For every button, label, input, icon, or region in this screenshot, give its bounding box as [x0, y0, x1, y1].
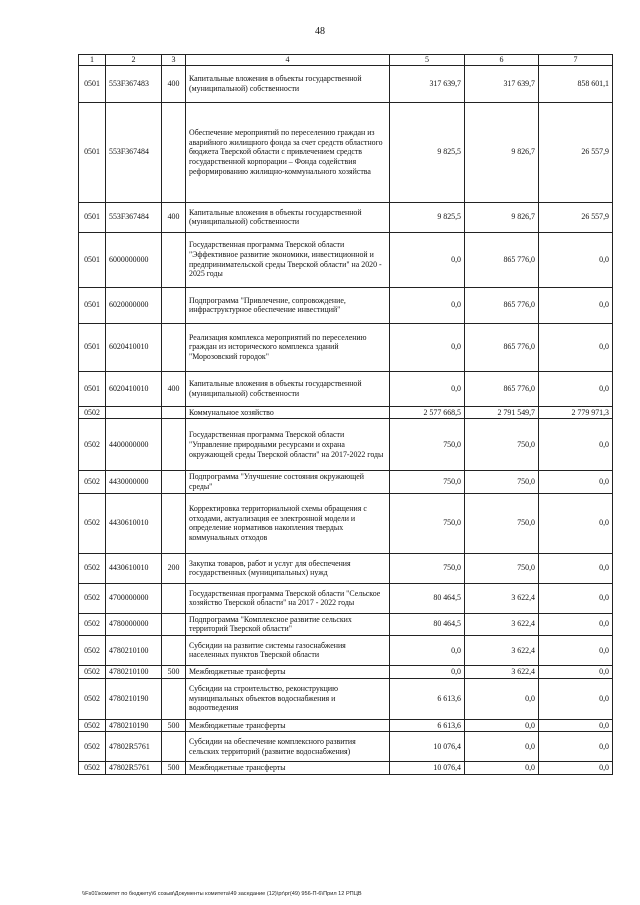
- target-code-cell: 47802R5761: [106, 732, 162, 762]
- table-row: [79, 202, 613, 232]
- amount-col7-cell: 0,0: [539, 665, 613, 678]
- section-code-cell: 0502: [79, 583, 106, 613]
- target-code-cell: 4780210100: [106, 665, 162, 678]
- item-name-cell: Подпрограмма "Привлечение, сопровождение, инфраструктурное обеспечение инвестиций": [186, 287, 390, 323]
- target-code-cell: 4400000000: [106, 419, 162, 471]
- section-code-cell: 0501: [79, 232, 106, 287]
- amount-col6-cell: 0,0: [465, 762, 539, 775]
- table-row: [79, 613, 613, 635]
- amount-col7-cell: 0,0: [539, 732, 613, 762]
- item-name-cell: Государственная программа Тверской области "Сельское хозяйство Тверской области" на 2017 - 2022 годы: [186, 583, 390, 613]
- column-header-5: 5: [390, 55, 465, 66]
- amount-col5-cell: 0,0: [390, 323, 465, 371]
- amount-col7-cell: 0,0: [539, 419, 613, 471]
- amount-col6-cell: 2 791 549,7: [465, 406, 539, 419]
- section-code-cell: 0502: [79, 419, 106, 471]
- item-name-cell: Капитальные вложения в объекты государственной (муниципальной) собственности: [186, 371, 390, 406]
- budget-table: [78, 54, 613, 775]
- table-row: [79, 762, 613, 775]
- amount-col6-cell: 750,0: [465, 553, 539, 583]
- amount-col6-cell: 865 776,0: [465, 287, 539, 323]
- amount-col5-cell: 750,0: [390, 553, 465, 583]
- item-name-cell: Субсидии на обеспечение комплексного развития сельских территорий (развитие водоснабжения): [186, 732, 390, 762]
- item-name-cell: Государственная программа Тверской области "Управление природными ресурсами и охрана окружающей среды Тверской области" на 2017-2022 годы: [186, 419, 390, 471]
- section-code-cell: 0501: [79, 102, 106, 202]
- table-row: [79, 419, 613, 471]
- section-code-cell: 0502: [79, 678, 106, 719]
- expense-type-cell: 400: [162, 65, 186, 102]
- expense-type-cell: 200: [162, 553, 186, 583]
- item-name-cell: Межбюджетные трансферты: [186, 762, 390, 775]
- amount-col5-cell: 80 464,5: [390, 583, 465, 613]
- expense-type-cell: [162, 232, 186, 287]
- amount-col5-cell: 80 464,5: [390, 613, 465, 635]
- target-code-cell: 4780210100: [106, 635, 162, 665]
- target-code-cell: 6020410010: [106, 371, 162, 406]
- amount-col5-cell: 10 076,4: [390, 762, 465, 775]
- target-code-cell: 4430610010: [106, 553, 162, 583]
- section-code-cell: 0502: [79, 732, 106, 762]
- table-row: [79, 406, 613, 419]
- section-code-cell: 0502: [79, 471, 106, 493]
- table-row: [79, 635, 613, 665]
- amount-col7-cell: 0,0: [539, 471, 613, 493]
- column-header-2: 2: [106, 55, 162, 66]
- section-code-cell: 0502: [79, 762, 106, 775]
- column-header-1: 1: [79, 55, 106, 66]
- amount-col5-cell: 750,0: [390, 493, 465, 553]
- amount-col6-cell: 865 776,0: [465, 323, 539, 371]
- expense-type-cell: [162, 613, 186, 635]
- section-code-cell: 0501: [79, 65, 106, 102]
- expense-type-cell: [162, 419, 186, 471]
- amount-col7-cell: 2 779 971,3: [539, 406, 613, 419]
- expense-type-cell: [162, 471, 186, 493]
- section-code-cell: 0502: [79, 635, 106, 665]
- target-code-cell: 4780210190: [106, 719, 162, 732]
- target-code-cell: 4780000000: [106, 613, 162, 635]
- section-code-cell: 0502: [79, 613, 106, 635]
- section-code-cell: 0502: [79, 665, 106, 678]
- table-row: [79, 323, 613, 371]
- amount-col5-cell: 750,0: [390, 419, 465, 471]
- amount-col7-cell: 0,0: [539, 323, 613, 371]
- target-code-cell: 4780210190: [106, 678, 162, 719]
- amount-col7-cell: 0,0: [539, 719, 613, 732]
- section-code-cell: 0502: [79, 719, 106, 732]
- table-row: [79, 678, 613, 719]
- target-code-cell: 553F367483: [106, 65, 162, 102]
- item-name-cell: Межбюджетные трансферты: [186, 665, 390, 678]
- expense-type-cell: [162, 287, 186, 323]
- amount-col5-cell: 2 577 668,5: [390, 406, 465, 419]
- amount-col5-cell: 0,0: [390, 287, 465, 323]
- item-name-cell: Капитальные вложения в объекты государственной (муниципальной) собственности: [186, 65, 390, 102]
- expense-type-cell: [162, 635, 186, 665]
- expense-type-cell: [162, 102, 186, 202]
- amount-col7-cell: 0,0: [539, 553, 613, 583]
- table-body: [79, 65, 613, 774]
- target-code-cell: 6020410010: [106, 323, 162, 371]
- amount-col5-cell: 750,0: [390, 471, 465, 493]
- amount-col7-cell: 26 557,9: [539, 102, 613, 202]
- amount-col6-cell: 3 622,4: [465, 613, 539, 635]
- table-row: [79, 583, 613, 613]
- amount-col7-cell: 0,0: [539, 678, 613, 719]
- amount-col7-cell: 0,0: [539, 635, 613, 665]
- amount-col7-cell: 0,0: [539, 232, 613, 287]
- target-code-cell: 6020000000: [106, 287, 162, 323]
- table-row: [79, 471, 613, 493]
- file-path-footer: \\Fs01\комитет по бюджету\6 созыв\Документы комитета\49 заседание (12)\pr\pr(49) 956-П-6\Прил 12 РПЦВ: [82, 891, 362, 897]
- table-row: [79, 732, 613, 762]
- table-row: [79, 665, 613, 678]
- item-name-cell: Коммунальное хозяйство: [186, 406, 390, 419]
- column-header-4: 4: [186, 55, 390, 66]
- section-code-cell: 0502: [79, 493, 106, 553]
- column-header-7: 7: [539, 55, 613, 66]
- item-name-cell: Закупка товаров, работ и услуг для обеспечения государственных (муниципальных) нужд: [186, 553, 390, 583]
- amount-col6-cell: 9 826,7: [465, 102, 539, 202]
- item-name-cell: Подпрограмма "Комплексное развитие сельских территорий Тверской области": [186, 613, 390, 635]
- expense-type-cell: [162, 732, 186, 762]
- amount-col5-cell: 0,0: [390, 635, 465, 665]
- amount-col6-cell: 317 639,7: [465, 65, 539, 102]
- amount-col5-cell: 6 613,6: [390, 719, 465, 732]
- table-row: [79, 232, 613, 287]
- amount-col6-cell: 3 622,4: [465, 635, 539, 665]
- item-name-cell: Межбюджетные трансферты: [186, 719, 390, 732]
- amount-col7-cell: 26 557,9: [539, 202, 613, 232]
- amount-col5-cell: 0,0: [390, 232, 465, 287]
- target-code-cell: 4700000000: [106, 583, 162, 613]
- amount-col6-cell: 865 776,0: [465, 232, 539, 287]
- column-header-6: 6: [465, 55, 539, 66]
- section-code-cell: 0501: [79, 371, 106, 406]
- amount-col5-cell: 0,0: [390, 371, 465, 406]
- amount-col7-cell: 0,0: [539, 583, 613, 613]
- page-number: 48: [315, 26, 325, 37]
- expense-type-cell: [162, 583, 186, 613]
- item-name-cell: Субсидии на развитие системы газоснабжения населенных пунктов Тверской области: [186, 635, 390, 665]
- section-code-cell: 0501: [79, 287, 106, 323]
- item-name-cell: Реализация комплекса мероприятий по переселению граждан из исторического комплекса зданий "Морозовский городок": [186, 323, 390, 371]
- item-name-cell: Корректировка территориальной схемы обращения с отходами, актуализация ее электронной модели и определение нормативов накопления твердых коммунальных отходов: [186, 493, 390, 553]
- amount-col6-cell: 750,0: [465, 493, 539, 553]
- amount-col6-cell: 3 622,4: [465, 665, 539, 678]
- expense-type-cell: [162, 323, 186, 371]
- amount-col7-cell: 0,0: [539, 493, 613, 553]
- section-code-cell: 0502: [79, 553, 106, 583]
- table-row: [79, 493, 613, 553]
- expense-type-cell: 500: [162, 762, 186, 775]
- expense-type-cell: [162, 678, 186, 719]
- amount-col6-cell: 3 622,4: [465, 583, 539, 613]
- amount-col5-cell: 9 825,5: [390, 202, 465, 232]
- amount-col7-cell: 0,0: [539, 287, 613, 323]
- target-code-cell: 553F367484: [106, 102, 162, 202]
- amount-col7-cell: 0,0: [539, 613, 613, 635]
- target-code-cell: [106, 406, 162, 419]
- item-name-cell: Государственная программа Тверской области "Эффективное развитие экономики, инвестиционной и предпринимательской среды Тверской области" на 2020 - 2025 годы: [186, 232, 390, 287]
- amount-col7-cell: 0,0: [539, 371, 613, 406]
- amount-col6-cell: 865 776,0: [465, 371, 539, 406]
- section-code-cell: 0501: [79, 323, 106, 371]
- target-code-cell: 47802R5761: [106, 762, 162, 775]
- table-row: [79, 102, 613, 202]
- expense-type-cell: [162, 406, 186, 419]
- table-row: [79, 719, 613, 732]
- amount-col7-cell: 0,0: [539, 762, 613, 775]
- item-name-cell: Капитальные вложения в объекты государственной (муниципальной) собственности: [186, 202, 390, 232]
- amount-col6-cell: 0,0: [465, 719, 539, 732]
- table-row: [79, 65, 613, 102]
- target-code-cell: 553F367484: [106, 202, 162, 232]
- amount-col6-cell: 750,0: [465, 471, 539, 493]
- table-row: [79, 553, 613, 583]
- section-code-cell: 0502: [79, 406, 106, 419]
- amount-col6-cell: 750,0: [465, 419, 539, 471]
- column-header-3: 3: [162, 55, 186, 66]
- amount-col6-cell: 0,0: [465, 732, 539, 762]
- amount-col5-cell: 6 613,6: [390, 678, 465, 719]
- item-name-cell: Субсидии на строительство, реконструкцию муниципальных объектов водоснабжения и водоотведения: [186, 678, 390, 719]
- target-code-cell: 4430000000: [106, 471, 162, 493]
- amount-col5-cell: 9 825,5: [390, 102, 465, 202]
- target-code-cell: 4430610010: [106, 493, 162, 553]
- table-row: [79, 371, 613, 406]
- expense-type-cell: 500: [162, 719, 186, 732]
- amount-col5-cell: 0,0: [390, 665, 465, 678]
- item-name-cell: Обеспечение мероприятий по переселению граждан из аварийного жилищного фонда за счет средств областного бюджета Тверской области с привлечением средств государственной корпорации – Фонда содействия реформированию жилищно-коммунального хозяйства: [186, 102, 390, 202]
- expense-type-cell: 400: [162, 371, 186, 406]
- amount-col7-cell: 858 601,1: [539, 65, 613, 102]
- section-code-cell: 0501: [79, 202, 106, 232]
- item-name-cell: Подпрограмма "Улучшение состояния окружающей среды": [186, 471, 390, 493]
- amount-col6-cell: 0,0: [465, 678, 539, 719]
- target-code-cell: 6000000000: [106, 232, 162, 287]
- expense-type-cell: [162, 493, 186, 553]
- table-row: [79, 287, 613, 323]
- amount-col5-cell: 317 639,7: [390, 65, 465, 102]
- amount-col6-cell: 9 826,7: [465, 202, 539, 232]
- expense-type-cell: 500: [162, 665, 186, 678]
- amount-col5-cell: 10 076,4: [390, 732, 465, 762]
- expense-type-cell: 400: [162, 202, 186, 232]
- header-row: [79, 55, 613, 66]
